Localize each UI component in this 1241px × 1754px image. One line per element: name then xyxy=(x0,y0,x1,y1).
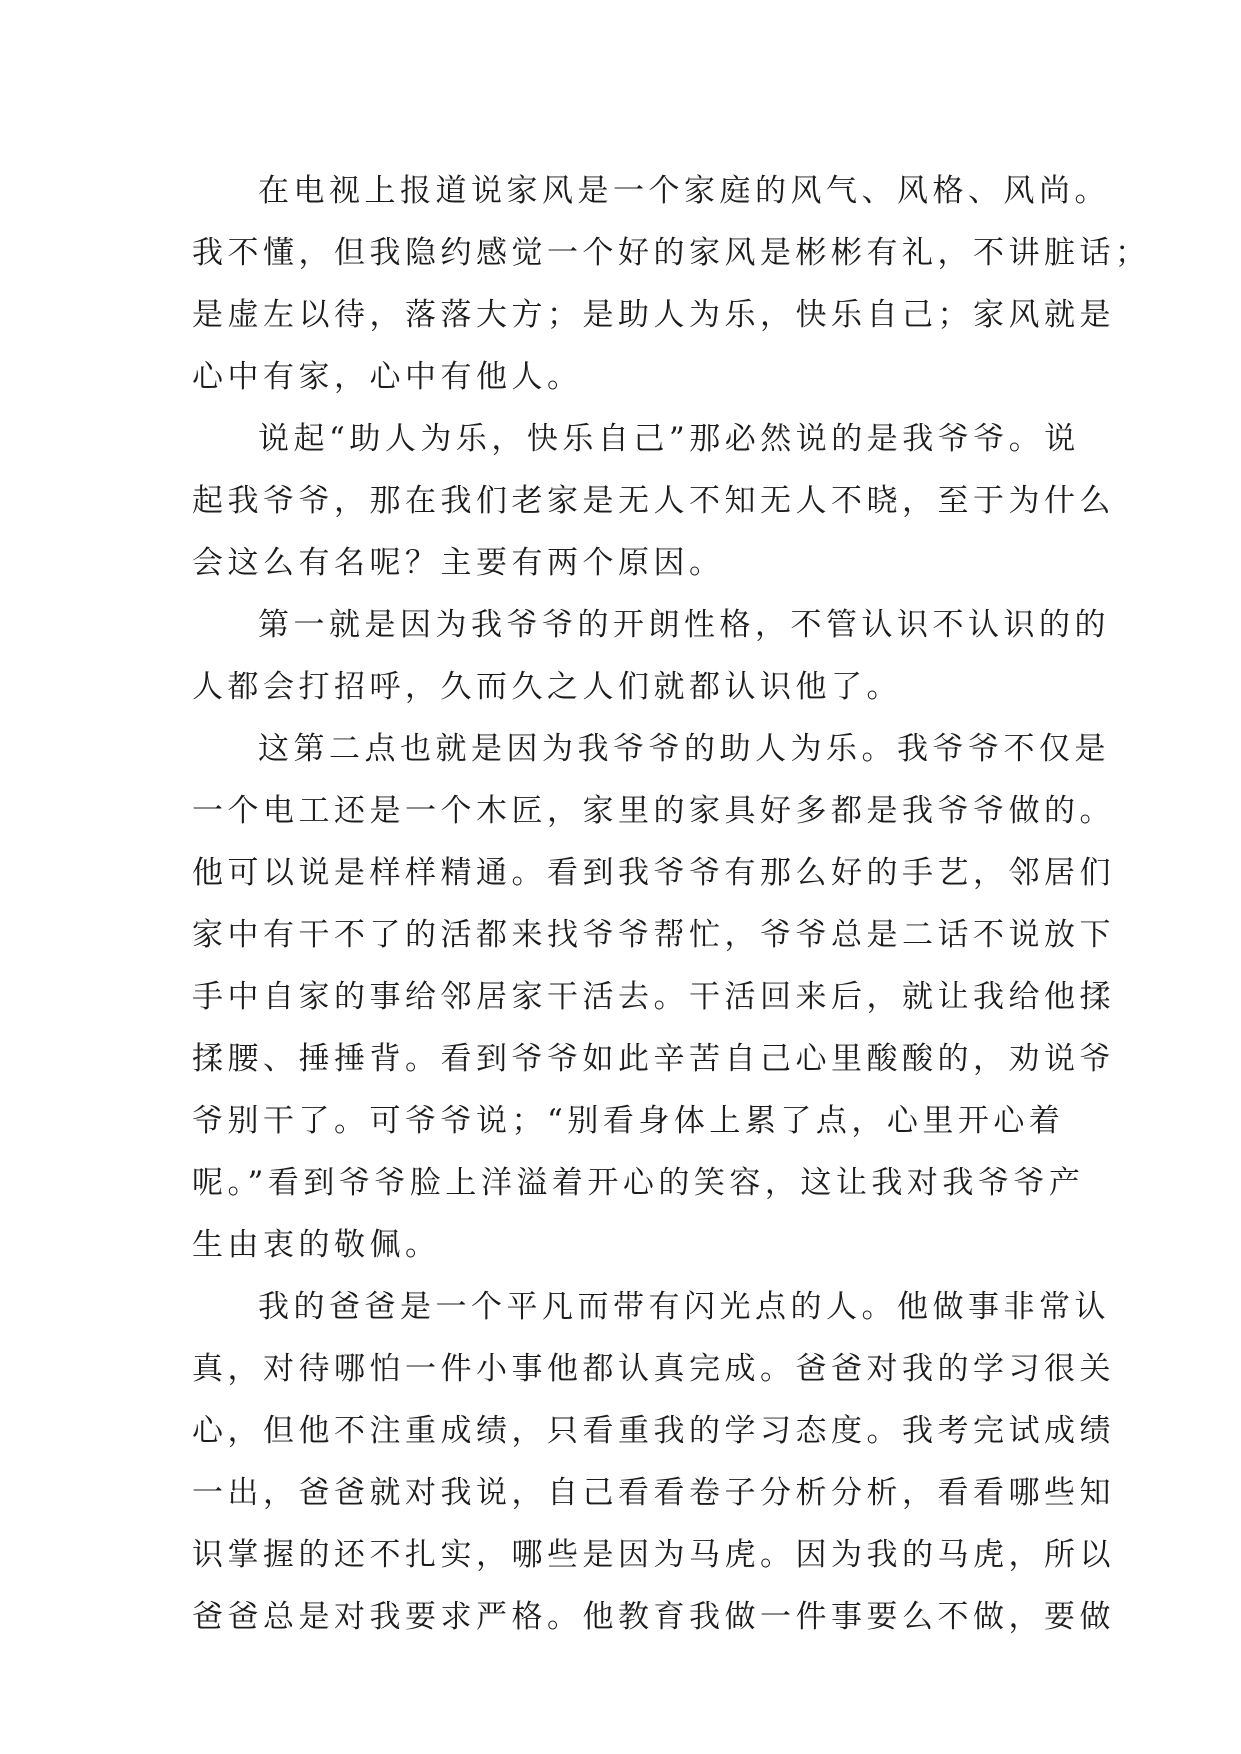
text-line: 他可以说是样样精通。看到我爷爷有那么好的手艺，邻居们 xyxy=(192,855,1115,891)
text-line: 一个电工还是一个木匠，家里的家具好多都是我爷爷做的。 xyxy=(192,793,1115,829)
text-line: 人都会打招呼，久而久之人们就都认识他了。 xyxy=(192,669,902,705)
text-line: 爸爸总是对我要求严格。他教育我做一件事要么不做，要做 xyxy=(192,1599,1115,1635)
text-line: 我的爸爸是一个平凡而带有闪光点的人。他做事非常认 xyxy=(258,1289,1110,1325)
text-line: 一出，爸爸就对我说，自己看看卷子分析分析，看看哪些知 xyxy=(192,1475,1115,1511)
text-line: 这第二点也就是因为我爷爷的助人为乐。我爷爷不仅是 xyxy=(258,731,1110,767)
text-line: 真，对待哪怕一件小事他都认真完成。爸爸对我的学习很关 xyxy=(192,1351,1115,1387)
body-text xyxy=(192,160,1151,1648)
text-line: 会这么有名呢？主要有两个原因。 xyxy=(192,545,725,581)
text-line: 起我爷爷，那在我们老家是无人不知无人不晓，至于为什么 xyxy=(192,483,1115,519)
text-line: 识掌握的还不扎实，哪些是因为马虎。因为我的马虎，所以 xyxy=(192,1537,1115,1573)
text-line: 说起“助人为乐，快乐自己”那必然说的是我爷爷。说 xyxy=(258,421,1080,457)
text-line: 揉腰、捶捶背。看到爷爷如此辛苦自己心里酸酸的，劝说爷 xyxy=(192,1041,1115,1077)
text-line: 我不懂，但我隐约感觉一个好的家风是彬彬有礼，不讲脏话； xyxy=(192,235,1151,271)
text-line: 生由衷的敬佩。 xyxy=(192,1227,441,1263)
text-line: 心，但他不注重成绩，只看重我的学习态度。我考完试成绩 xyxy=(192,1413,1115,1449)
text-line: 心中有家，心中有他人。 xyxy=(192,359,583,395)
text-line: 家中有干不了的活都来找爷爷帮忙，爷爷总是二话不说放下 xyxy=(192,917,1115,953)
text-line: 手中自家的事给邻居家干活去。干活回来后，就让我给他揉 xyxy=(192,979,1115,1015)
text-line: 爷别干了。可爷爷说；“别看身体上累了点，心里开心着 xyxy=(192,1103,1065,1139)
text-line: 第一就是因为我爷爷的开朗性格，不管认识不认识的的 xyxy=(258,607,1110,643)
text-line: 是虚左以待，落落大方；是助人为乐，快乐自己；家风就是 xyxy=(192,297,1115,333)
text-line: 呢。”看到爷爷脸上洋溢着开心的笑容，这让我对我爷爷产 xyxy=(192,1165,1085,1201)
text-line: 在电视上报道说家风是一个家庭的风气、风格、风尚。 xyxy=(258,173,1110,209)
